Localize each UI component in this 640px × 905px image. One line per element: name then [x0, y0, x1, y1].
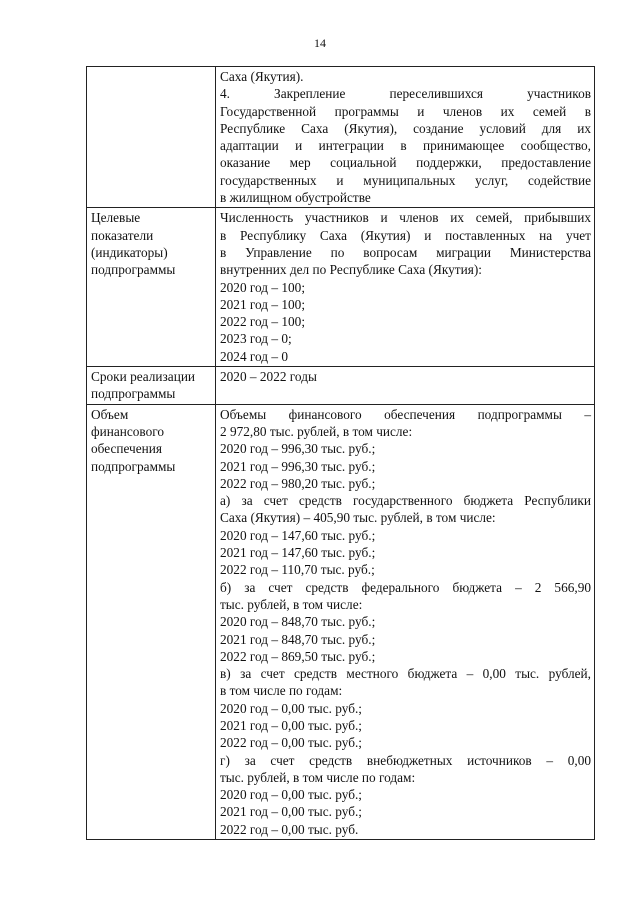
content-line: 2021 год – 0,00 тыс. руб.;	[220, 804, 362, 820]
content-line: Саха (Якутия).	[220, 69, 304, 84]
content-line: 2020 – 2022 годы	[220, 369, 317, 385]
content-line: 2 972,80 тыс. рублей, в том числе:	[220, 423, 413, 439]
content-line: 2020 год – 848,70 тыс. руб.;	[220, 614, 376, 630]
content-line: Численность участников и членов их семей, прибывших	[220, 210, 591, 226]
content-line: 2020 год – 0,00 тыс. руб.;	[220, 700, 362, 716]
content-line: Государственной программы и членов их семей в	[220, 103, 591, 119]
financing-row	[87, 404, 595, 839]
content-line: 2021 год – 0,00 тыс. руб.;	[220, 717, 362, 733]
content-line: адаптации и интеграции в принимающее сообщество,	[220, 138, 591, 154]
row-label-line: подпрограммы	[91, 386, 176, 402]
content-line: 2022 год – 869,50 тыс. руб.;	[220, 648, 376, 664]
content-line: 2022 год – 110,70 тыс. руб.;	[220, 562, 375, 578]
content-line: оказание мер социальной поддержки, предоставление	[220, 155, 591, 171]
content-line: 2023 год – 0;	[220, 331, 292, 347]
target-indicators-row	[87, 208, 595, 367]
row-label-line: финансового	[91, 423, 165, 439]
content-line: Объемы финансового обеспечения подпрограммы –	[220, 406, 591, 422]
content-line: 2022 год – 0,00 тыс. руб.	[220, 821, 359, 837]
continuation-row	[87, 67, 595, 208]
row-label-line: показатели	[91, 227, 154, 243]
row-content-cell	[216, 404, 595, 839]
content-line: б) за счет средств федерального бюджета – 2 566,90	[220, 579, 591, 595]
content-line: 2022 год – 980,20 тыс. руб.;	[220, 475, 376, 491]
content-line: Саха (Якутия) – 405,90 тыс. рублей, в том числе:	[220, 510, 496, 526]
content-line: 2020 год – 100;	[220, 279, 306, 295]
row-label-line: подпрограммы	[91, 262, 176, 278]
row-content-cell	[216, 67, 595, 208]
row-label-line: Объем	[91, 406, 129, 422]
content-line: государственных и муниципальных услуг, содействие	[220, 172, 591, 188]
content-line: Республике Саха (Якутия), создание условий для их	[220, 120, 591, 136]
row-label-cell	[87, 208, 216, 367]
row-label-line: Сроки реализации	[91, 369, 196, 385]
content-line: 2020 год – 0,00 тыс. руб.;	[220, 787, 362, 803]
table-body	[87, 67, 595, 840]
content-line: в) за счет средств местного бюджета – 0,00 тыс. рублей,	[220, 666, 591, 682]
content-line: в Республику Саха (Якутия) и поставленных на учет	[220, 227, 591, 243]
content-line: в том числе по годам:	[220, 683, 343, 699]
content-line: 2021 год – 147,60 тыс. руб.;	[220, 545, 376, 561]
content-line: 2021 год – 996,30 тыс. руб.;	[220, 458, 376, 474]
content-line: тыс. рублей, в том числе по годам:	[220, 769, 416, 785]
row-label-cell	[87, 404, 216, 839]
subprogram-passport-table	[86, 66, 595, 840]
content-line: 2022 год – 0,00 тыс. руб.;	[220, 735, 362, 751]
page-number: 14	[314, 36, 326, 50]
row-content-cell	[216, 367, 595, 405]
content-line: в жилищном обустройстве	[220, 190, 371, 206]
row-label-line: (индикаторы)	[91, 244, 168, 260]
row-label-cell	[87, 367, 216, 405]
content-line: в Управление по вопросам миграции Министерства	[220, 244, 591, 260]
row-content-cell	[216, 208, 595, 367]
content-line: 2024 год – 0	[220, 348, 289, 364]
row-label-cell	[87, 67, 216, 208]
content-line: 2020 год – 996,30 тыс. руб.;	[220, 441, 376, 457]
content-line: 2021 год – 100;	[220, 296, 306, 312]
row-label-line: Целевые	[91, 210, 141, 226]
content-line: 2022 год – 100;	[220, 314, 306, 330]
content-line: тыс. рублей, в том числе:	[220, 596, 363, 612]
row-label-line: обеспечения	[91, 441, 162, 457]
content-line: 2021 год – 848,70 тыс. руб.;	[220, 631, 376, 647]
content-line: а) за счет средств государственного бюджета Республики	[220, 493, 591, 509]
content-line: г) за счет средств внебюджетных источников – 0,00	[220, 752, 591, 768]
timeframe-row	[87, 367, 595, 405]
content-line: внутренних дел по Республике Саха (Якутия):	[220, 262, 482, 278]
content-line: 4. Закрепление переселившихся участников	[220, 86, 591, 102]
row-label-line: подпрограммы	[91, 458, 176, 474]
content-line: 2020 год – 147,60 тыс. руб.;	[220, 527, 376, 543]
